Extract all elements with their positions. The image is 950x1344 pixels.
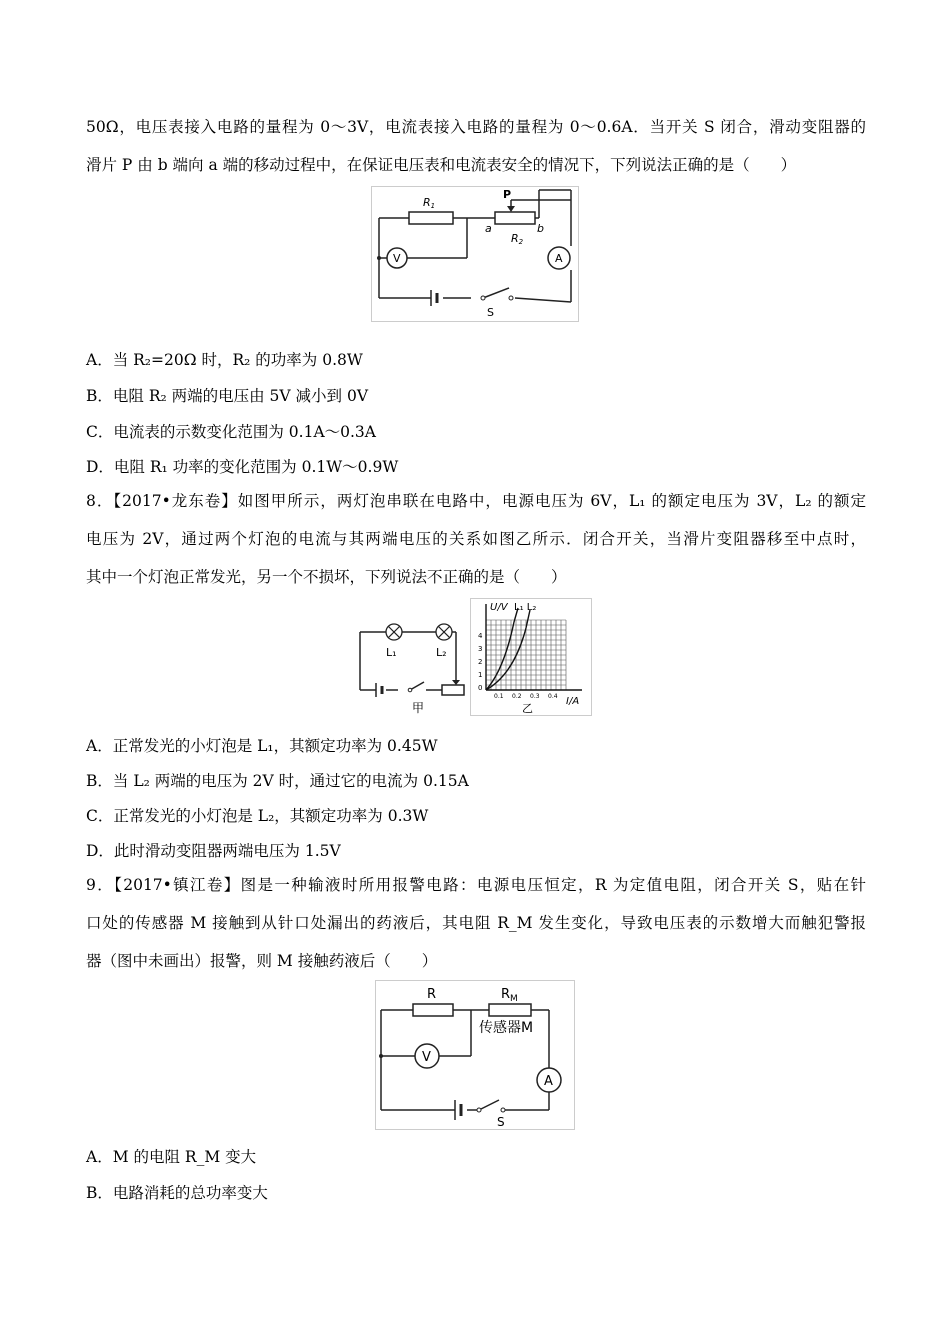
y-tick-label: 2 bbox=[478, 658, 483, 666]
voltmeter-label: V bbox=[422, 1050, 431, 1065]
q7-option-b: B．电阻 R₂ 两端的电压由 5V 减小到 0V bbox=[86, 387, 369, 405]
y-tick-label: 1 bbox=[478, 671, 483, 679]
q9-text-line-3: 器（图中未画出）报警，则 M 接触药液后（ ） bbox=[86, 952, 438, 970]
x-tick-label: 0.4 bbox=[548, 693, 558, 700]
voltmeter-label: V bbox=[393, 252, 401, 265]
switch-label: S bbox=[497, 1115, 505, 1129]
lamp-l1-label: L₁ bbox=[386, 646, 397, 659]
y-tick-label: 3 bbox=[478, 645, 483, 653]
ammeter-label: A bbox=[544, 1074, 553, 1089]
switch-label: S bbox=[487, 306, 494, 319]
q8-text-line-3: 其中一个灯泡正常发光，另一个不损坏，下列说法不正确的是（ ） bbox=[86, 568, 567, 586]
y-tick-label: 4 bbox=[478, 632, 483, 640]
graph-legend: L₁ L₂ bbox=[514, 602, 537, 613]
q7-circuit-diagram bbox=[371, 186, 579, 322]
x-tick-label: 0.2 bbox=[512, 693, 522, 700]
q7-text-line-1: 50Ω，电压表接入电路的量程为 0～3V，电流表接入电路的量程为 0～0.6A．当开关 S 闭合，滑动变阻器的 bbox=[86, 118, 866, 136]
q7-option-a: A．当 R₂=20Ω 时，R₂ 的功率为 0.8W bbox=[86, 351, 363, 369]
q8-text-line-1: 8．【2017•龙东卷】如图甲所示，两灯泡串联在电路中，电源电压为 6V，L₁ 的额定电压为 3V，L₂ 的额定 bbox=[86, 492, 866, 510]
q7-text-line-2: 滑片 P 由 b 端向 a 端的移动过程中，在保证电压表和电流表安全的情况下，下列说法正确的是（ ） bbox=[86, 156, 797, 174]
terminal-a-label: a bbox=[485, 222, 492, 235]
resistor-rm-label: R bbox=[501, 987, 511, 1002]
q8-option-a: A．正常发光的小灯泡是 L₁，其额定功率为 0.45W bbox=[86, 737, 438, 755]
q9-option-b: B．电路消耗的总功率变大 bbox=[86, 1184, 268, 1202]
q9-option-a: A．M 的电阻 R_M 变大 bbox=[86, 1148, 257, 1166]
q9-circuit-diagram bbox=[375, 980, 575, 1130]
lamp-l2-label: L₂ bbox=[436, 646, 447, 659]
svg-text:R1 bbox=[423, 196, 435, 210]
x-tick-label: 0.1 bbox=[494, 693, 504, 700]
resistor-rm-sub: M bbox=[510, 994, 518, 1004]
figure-jia-label: 甲 bbox=[412, 701, 425, 714]
q7-option-c: C．电流表的示数变化范围为 0.1A～0.3A bbox=[86, 423, 376, 441]
y-axis-label: U/V bbox=[490, 602, 508, 613]
q8-text-line-2: 电压为 2V，通过两个灯泡的电流与其两端电压的关系如图乙所示．闭合开关，当滑片变阻器移至中点时， bbox=[86, 530, 866, 548]
svg-text:R2 bbox=[511, 232, 524, 246]
terminal-b-label: b bbox=[537, 222, 544, 235]
q8-option-d: D．此时滑动变阻器两端电压为 1.5V bbox=[86, 842, 341, 860]
y-tick-label: 0 bbox=[478, 684, 483, 692]
r1-sub: 1 bbox=[430, 202, 436, 210]
slider-p-label: P bbox=[503, 188, 512, 201]
figure-yi-label: 乙 bbox=[522, 702, 533, 715]
q8-iv-graph-yi bbox=[470, 598, 592, 716]
r2-label: R bbox=[511, 232, 519, 245]
q8-option-b: B．当 L₂ 两端的电压为 2V 时，通过它的电流为 0.15A bbox=[86, 772, 469, 790]
r1-label: R bbox=[423, 196, 431, 209]
q8-option-c: C．正常发光的小灯泡是 L₂，其额定功率为 0.3W bbox=[86, 807, 429, 825]
sensor-label: 传感器M bbox=[479, 1020, 534, 1036]
r2-sub: 2 bbox=[518, 238, 524, 246]
resistor-r-label: R bbox=[427, 987, 437, 1002]
q8-circuit-jia bbox=[352, 614, 470, 714]
x-axis-label: I/A bbox=[566, 696, 580, 707]
svg-text:RM bbox=[501, 987, 518, 1004]
q9-text-line-1: 9．【2017•镇江卷】图是一种输液时所用报警电路：电源电压恒定，R 为定值电阻，闭合开关 S，贴在针 bbox=[86, 876, 866, 894]
ammeter-label: A bbox=[555, 252, 563, 265]
q9-text-line-2: 口处的传感器 M 接触到从针口处漏出的药液后，其电阻 R_M 发生变化，导致电压表的示数增大而触犯警报 bbox=[86, 914, 866, 932]
x-tick-label: 0.3 bbox=[530, 693, 540, 700]
q7-option-d: D．电阻 R₁ 功率的变化范围为 0.1W～0.9W bbox=[86, 458, 399, 476]
